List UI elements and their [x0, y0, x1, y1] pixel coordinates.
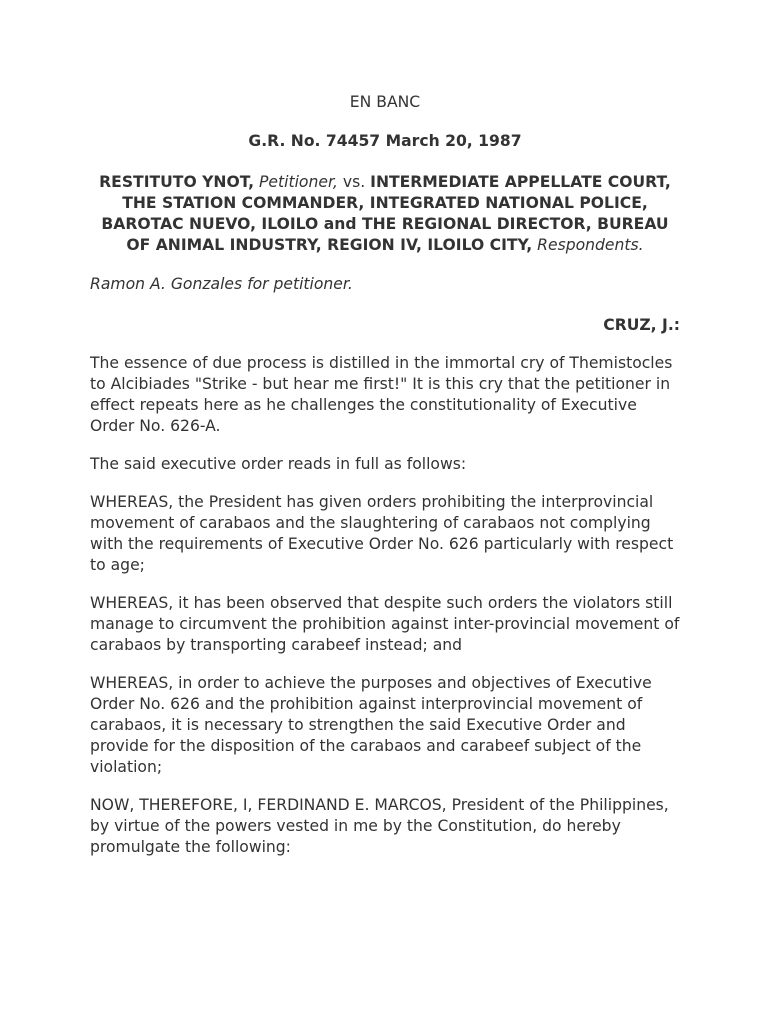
respondents-names: INTERMEDIATE APPELLATE COURT, THE STATION COMMANDER, INTEGRATED NATIONAL POLICE, BAROTAC NUEVO, ILOILO and THE REGIONAL DIRECTOR, BUREAU OF ANIMAL INDUSTRY, REGION IV, ILOILO CITY, — [101, 173, 671, 254]
paragraph: NOW, THEREFORE, I, FERDINAND E. MARCOS, President of the Philippines, by virtue of the powers vested in me by the Constitution, do hereby promulgate the following: — [90, 796, 669, 856]
paragraph: The said executive order reads in full as follows: — [90, 455, 467, 473]
versus: vs. — [342, 173, 366, 191]
case-number: G.R. No. 74457 March 20, 1987 — [248, 132, 522, 150]
petitioner-role: Petitioner, — [259, 173, 338, 191]
paragraph: WHEREAS, in order to achieve the purposes and objectives of Executive Order No. 626 and the prohibition against interprovincial movement of carabaos, it is necessary to strengthen the said Executive Order and provide for the disposition of the carabaos and carabeef subject of the violation; — [90, 674, 652, 776]
paragraph: The essence of due process is distilled in the immortal cry of Themistocles to Alcibiades "Strike - but hear me first!" It is this cry that the petitioner in effect repeats here as he challenges the constitutionality of Executive Order No. 626-A. — [90, 354, 673, 435]
counsel-line: Ramon A. Gonzales for petitioner. — [90, 275, 353, 293]
case-caption — [90, 172, 680, 256]
paragraph: WHEREAS, the President has given orders prohibiting the interprovincial movement of carabaos and the slaughtering of carabaos not complying with the requirements of Executive Order No. 626 particularly with respect to age; — [90, 493, 674, 574]
petitioner-name: RESTITUTO YNOT, — [99, 173, 255, 191]
court-division: EN BANC — [349, 93, 421, 111]
document-page — [90, 92, 680, 858]
respondents-role: Respondents. — [537, 236, 644, 254]
paragraph: WHEREAS, it has been observed that despite such orders the violators still manage to circumvent the prohibition against inter-provincial movement of carabaos by transporting carabeef instead; and — [90, 594, 680, 654]
ponente: CRUZ, J.: — [603, 316, 680, 334]
